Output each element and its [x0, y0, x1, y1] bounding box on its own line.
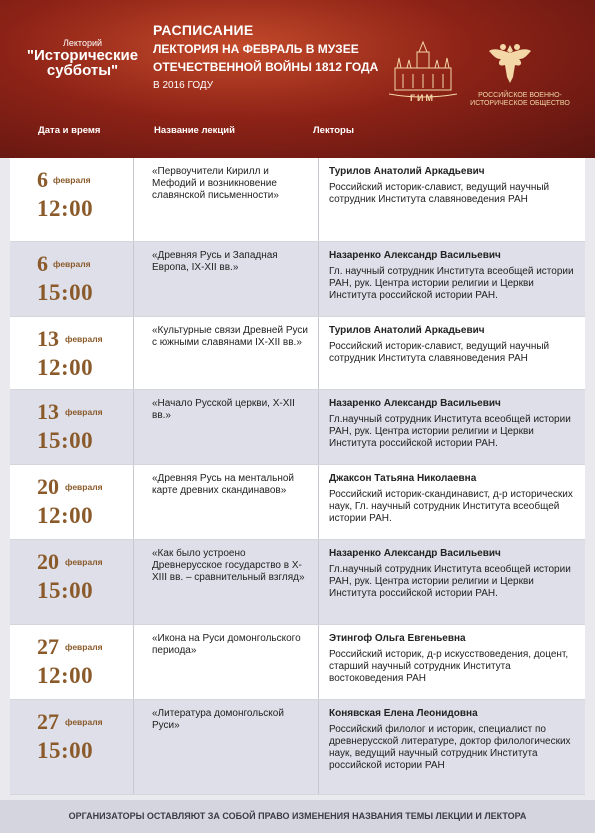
column-lecture: Название лекций [154, 125, 235, 136]
lecturer-desc: Российский историк-скандинавист, д-р исторических наук, Гл. научный сотрудник Института всеобщей истории РАН. [329, 489, 573, 524]
month: февраля [53, 175, 91, 185]
lecture-title: «Икона на Руси домонгольского периода» [134, 625, 319, 699]
month: февраля [65, 557, 103, 567]
date-cell [10, 625, 134, 699]
table-row [10, 158, 585, 242]
lecturer-desc: Российский филолог и историк, специалист по древнерусской литературе, доктор филологических наук, ведущий научный сотрудник Института российской истории РАН [329, 724, 571, 771]
column-lecturers: Лекторы [313, 125, 354, 136]
table-row [10, 700, 585, 795]
day: 27 [37, 634, 59, 659]
time: 12:00 [37, 196, 94, 221]
schedule-table [10, 158, 585, 795]
lecturer-cell [319, 317, 585, 389]
table-row [10, 242, 585, 317]
month: февраля [65, 642, 103, 652]
lecture-title: «Древняя Русь и Западная Европа, IX-XII вв.» [134, 242, 319, 316]
table-row [10, 540, 585, 625]
title-main: РАСПИСАНИЕ [153, 22, 254, 38]
lecturer-desc: Российский историк-славист, ведущий научный сотрудник Института славяноведения РАН [329, 182, 550, 205]
day: 13 [37, 399, 59, 424]
lecturer-desc: Гл.научный сотрудник Института всеобщей истории РАН, рук. Центра истории религии и Церкви Института российской истории РАН. [329, 564, 571, 599]
lectorium-block [20, 38, 145, 78]
eagle-emblem-icon [485, 37, 535, 87]
lecture-title: «Как было устроено Древнерусское государство в X-XIII вв. – сравнительный взгляд» [134, 540, 319, 624]
lecturer-name: Назаренко Александр Васильевич [329, 548, 501, 559]
day: 13 [37, 326, 59, 351]
time: 15:00 [37, 428, 94, 453]
day: 20 [37, 474, 59, 499]
day: 6 [37, 251, 48, 276]
lecturer-name: Этингоф Ольга Евгеньевна [329, 633, 466, 644]
lecture-title: «Древняя Русь на ментальной карте древних скандинавов» [134, 465, 319, 539]
lecture-title: «Литература домонгольской Руси» [134, 700, 319, 794]
footer-disclaimer: ОРГАНИЗАТОРЫ ОСТАВЛЯЮТ ЗА СОБОЙ ПРАВО ИЗМЕНЕНИЯ НАЗВАНИЯ ТЕМЫ ЛЕКЦИИ И ЛЕКТОРА [0, 800, 595, 833]
date-cell [10, 242, 134, 316]
schedule-title [153, 22, 383, 91]
lecturer-cell [319, 158, 585, 241]
time: 12:00 [37, 503, 94, 528]
day: 27 [37, 709, 59, 734]
title-year: В 2016 ГОДУ [153, 80, 214, 91]
lecturer-desc: Российский историк, д-р искусствоведения, доцент, старший научный сотрудник Института востоковедения РАН [329, 649, 569, 684]
time: 15:00 [37, 578, 94, 603]
lecturer-name: Турилов Анатолий Аркадьевич [329, 166, 485, 177]
table-row [10, 317, 585, 390]
lecturer-cell [319, 390, 585, 464]
date-cell [10, 700, 134, 794]
month: февраля [65, 717, 103, 727]
time: 12:00 [37, 355, 94, 380]
lecturer-cell [319, 465, 585, 539]
lecturer-cell [319, 625, 585, 699]
header-banner [0, 0, 595, 158]
column-date: Дата и время [38, 125, 101, 136]
lecturer-name: Джаксон Татьяна Николаевна [329, 473, 477, 484]
day: 20 [37, 549, 59, 574]
lecturer-desc: Гл.научный сотрудник Института всеобщей истории РАН, рук. Центра истории религии и Церкви Института российской истории РАН. [329, 414, 571, 449]
table-row [10, 390, 585, 465]
lecture-title: «Культурные связи Древней Руси с южными славянами IX-XII вв.» [134, 317, 319, 389]
lecturer-name: Турилов Анатолий Аркадьевич [329, 325, 485, 336]
month: февраля [65, 482, 103, 492]
date-cell [10, 465, 134, 539]
lecture-title: «Первоучители Кирилл и Мефодий и возникновение славянской письменности» [134, 158, 319, 241]
rvio-label: РОССИЙСКОЕ ВОЕННО-ИСТОРИЧЕСКОЕ ОБЩЕСТВО [470, 92, 570, 107]
lecture-title: «Начало Русской церкви, X-XII вв.» [134, 390, 319, 464]
time: 12:00 [37, 663, 94, 688]
lecturer-name: Назаренко Александр Васильевич [329, 250, 501, 261]
lecturer-desc: Российский историк-славист, ведущий научный сотрудник Института славяноведения РАН [329, 341, 550, 364]
gim-label: ГИМ [409, 93, 436, 103]
lecturer-name: Конявская Елена Леонидовна [329, 708, 478, 719]
lecturer-cell [319, 242, 585, 316]
lecturer-cell [319, 540, 585, 624]
time: 15:00 [37, 280, 94, 305]
lectorium-label: Лекторий [62, 38, 103, 48]
date-cell [10, 158, 134, 241]
day: 6 [37, 167, 48, 192]
lectorium-name: "Исторические субботы" [26, 47, 139, 79]
title-sub: ЛЕКТОРИЯ НА ФЕВРАЛЬ В МУЗЕЕ ОТЕЧЕСТВЕННОЙ ВОЙНЫ 1812 ГОДА [153, 42, 379, 74]
lecturer-cell [319, 700, 585, 794]
date-cell [10, 540, 134, 624]
month: февраля [65, 407, 103, 417]
date-cell [10, 317, 134, 389]
table-row [10, 625, 585, 700]
time: 15:00 [37, 738, 94, 763]
lecturer-desc: Гл. научный сотрудник Института всеобщей истории РАН, рук. Центра истории религии и Церкви Института российской истории РАН. [329, 266, 574, 301]
table-row [10, 465, 585, 540]
month: февраля [53, 259, 91, 269]
lecturer-name: Назаренко Александр Васильевич [329, 398, 501, 409]
date-cell [10, 390, 134, 464]
month: февраля [65, 334, 103, 344]
